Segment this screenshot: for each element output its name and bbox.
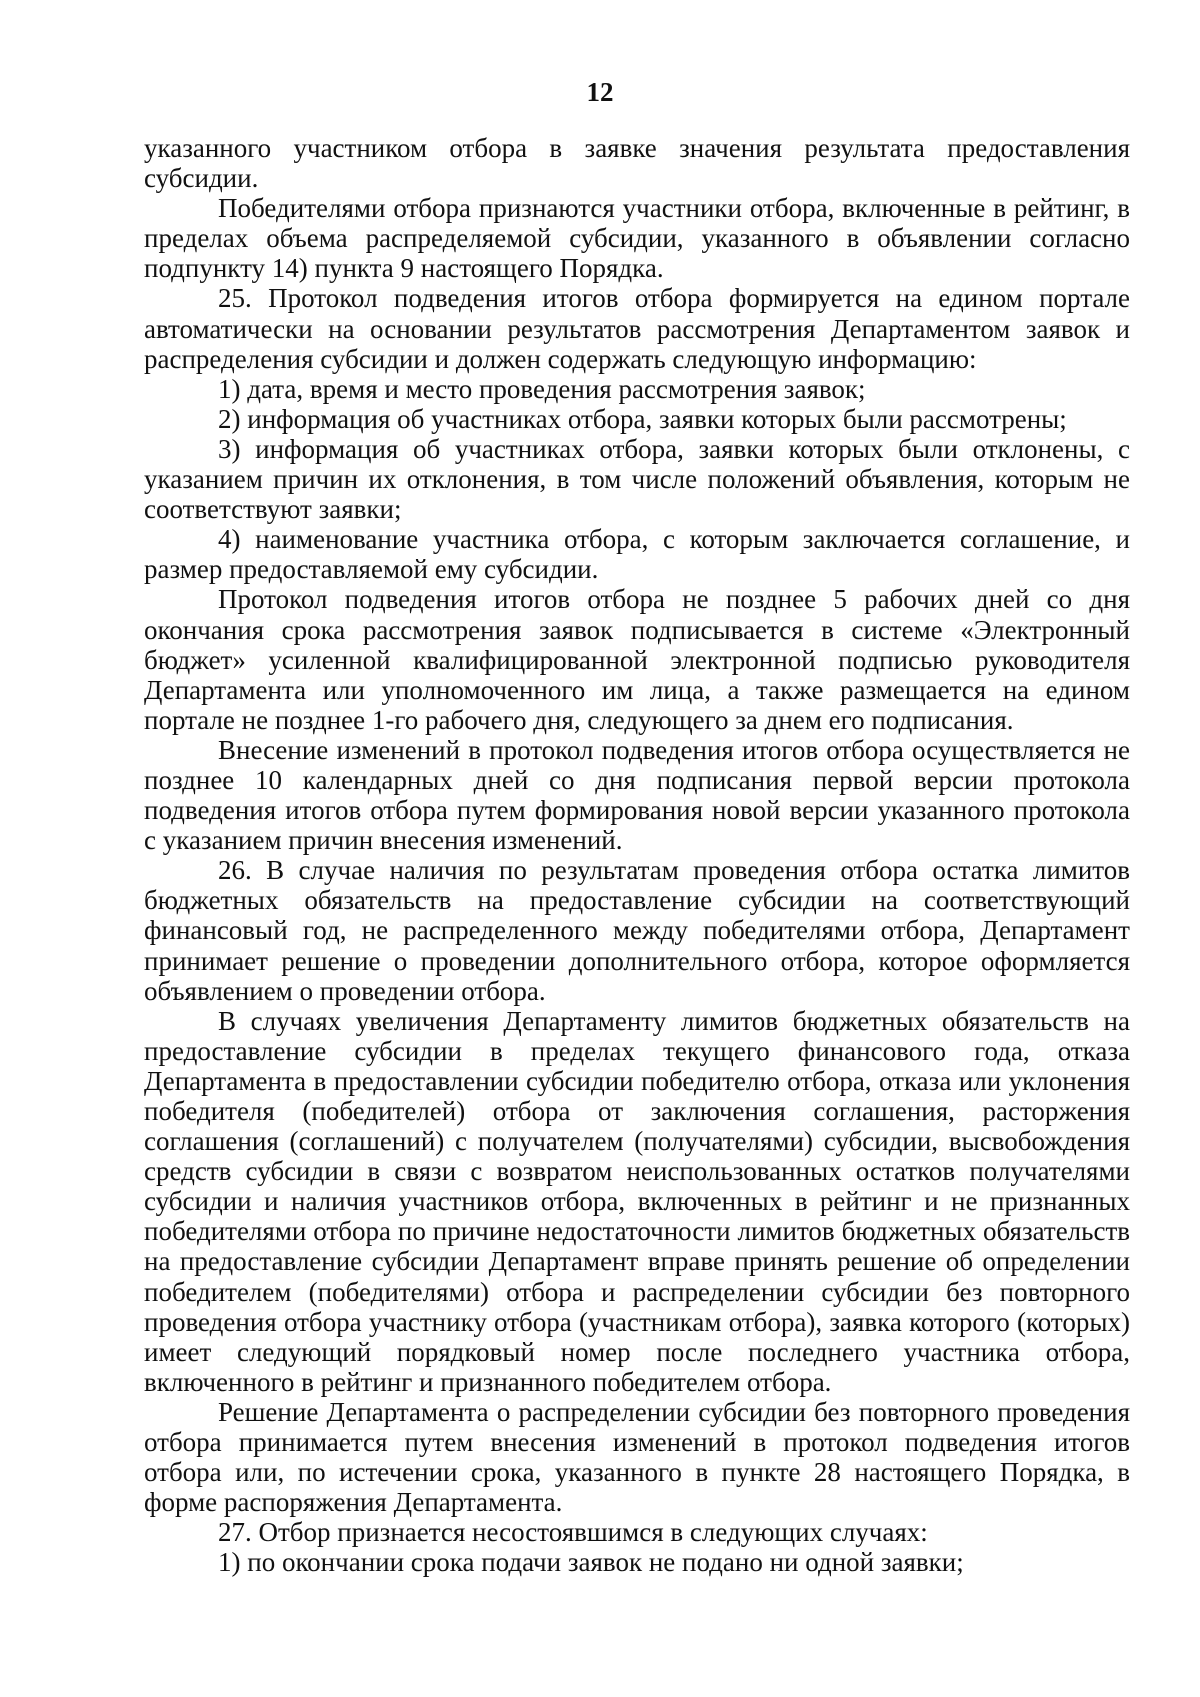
paragraph-department-decision: Решение Департамента о распределении субсидии без повторного проведения отбора принимается путем внесения изменений в протокол подведения итогов отбора или, по истечении срока, указанного в пункте 28 настоящего Порядка, в форме распоряжения Департамента. <box>144 1396 1130 1518</box>
paragraph-protocol-signing: Протокол подведения итогов отбора не позднее 5 рабочих дней со дня окончания срока рассмотрения заявок подписывается в системе «Электронный бюджет» усиленной квалифицированной электронной подписью руководителя Департамента или уполномоченного им лица, а также размещается на едином портале не позднее 1-го рабочего дня, следующего за днем его подписания. <box>144 584 1130 735</box>
paragraph-26-additional-selection: 26. В случае наличия по результатам проведения отбора остатка лимитов бюджетных обязательств на предоставление субсидии на соответствующий финансовый год, не распределенного между победителями отбора, Департамент принимает решение о проведении дополнительного отбора, которое оформляется объявлением о проведении отбора. <box>144 855 1130 1006</box>
paragraph-winners: Победителями отбора признаются участники отбора, включенные в рейтинг, в пределах объема распределяемой субсидии, указанного в объявлении согласно подпункту 14) пункта 9 настоящего Порядка. <box>144 193 1130 284</box>
document-body <box>144 133 1130 1578</box>
paragraph-protocol-changes: Внесение изменений в протокол подведения итогов отбора осуществляется не позднее 10 календарных дней со дня подписания первой версии протокола подведения итогов отбора путем формирования новой версии указанного протокола с указанием причин внесения изменений. <box>144 734 1130 856</box>
list-item-4: 4) наименование участника отбора, с которым заключается соглашение, и размер предоставляемой ему субсидии. <box>144 524 1130 585</box>
page-number: 12 <box>586 77 614 107</box>
list-item-3: 3) информация об участниках отбора, заявки которых были отклонены, с указанием причин их отклонения, в том числе положений объявления, которым не соответствуют заявки; <box>144 433 1130 525</box>
list-item-27-1: 1) по окончании срока подачи заявок не подано ни одной заявки; <box>218 1547 964 1578</box>
paragraph-limit-increase: В случаях увеличения Департаменту лимитов бюджетных обязательств на предоставление субсидии в пределах текущего финансового года, отказа Департамента в предоставлении субсидии победителю отбора, отказа или уклонения победителя (победителей) отбора от заключения соглашения, расторжения соглашения (соглашений) с получателем (получателями) субсидии, высвобождения средств субсидии в связи с возвратом неиспользованных остатков получателями субсидии и наличия участников отбора, включенных в рейтинг и не признанных победителями отбора по причине недостаточности лимитов бюджетных обязательств на предоставление субсидии Департамент вправе принять решение об определении победителем (победителями) отбора и распределении субсидии без повторного проведения отбора участнику отбора (участникам отбора), заявка которого (которых) имеет следующий порядковый номер после последнего участника отбора, включенного в рейтинг и признанного победителем отбора. <box>144 1005 1130 1397</box>
list-item-1: 1) дата, время и место проведения рассмотрения заявок; <box>218 373 866 404</box>
paragraph-continuation: указанного участником отбора в заявке значения результата предоставления субсидии. <box>144 133 1130 194</box>
list-item-2: 2) информация об участниках отбора, заявки которых были рассмотрены; <box>218 403 1067 434</box>
paragraph-27-failed-selection: 27. Отбор признается несостоявшимся в следующих случаях: <box>218 1517 928 1548</box>
paragraph-25-protocol: 25. Протокол подведения итогов отбора формируется на едином портале автоматически на основании результатов рассмотрения Департаментом заявок и распределения субсидии и должен содержать следующую информацию: <box>144 283 1130 374</box>
